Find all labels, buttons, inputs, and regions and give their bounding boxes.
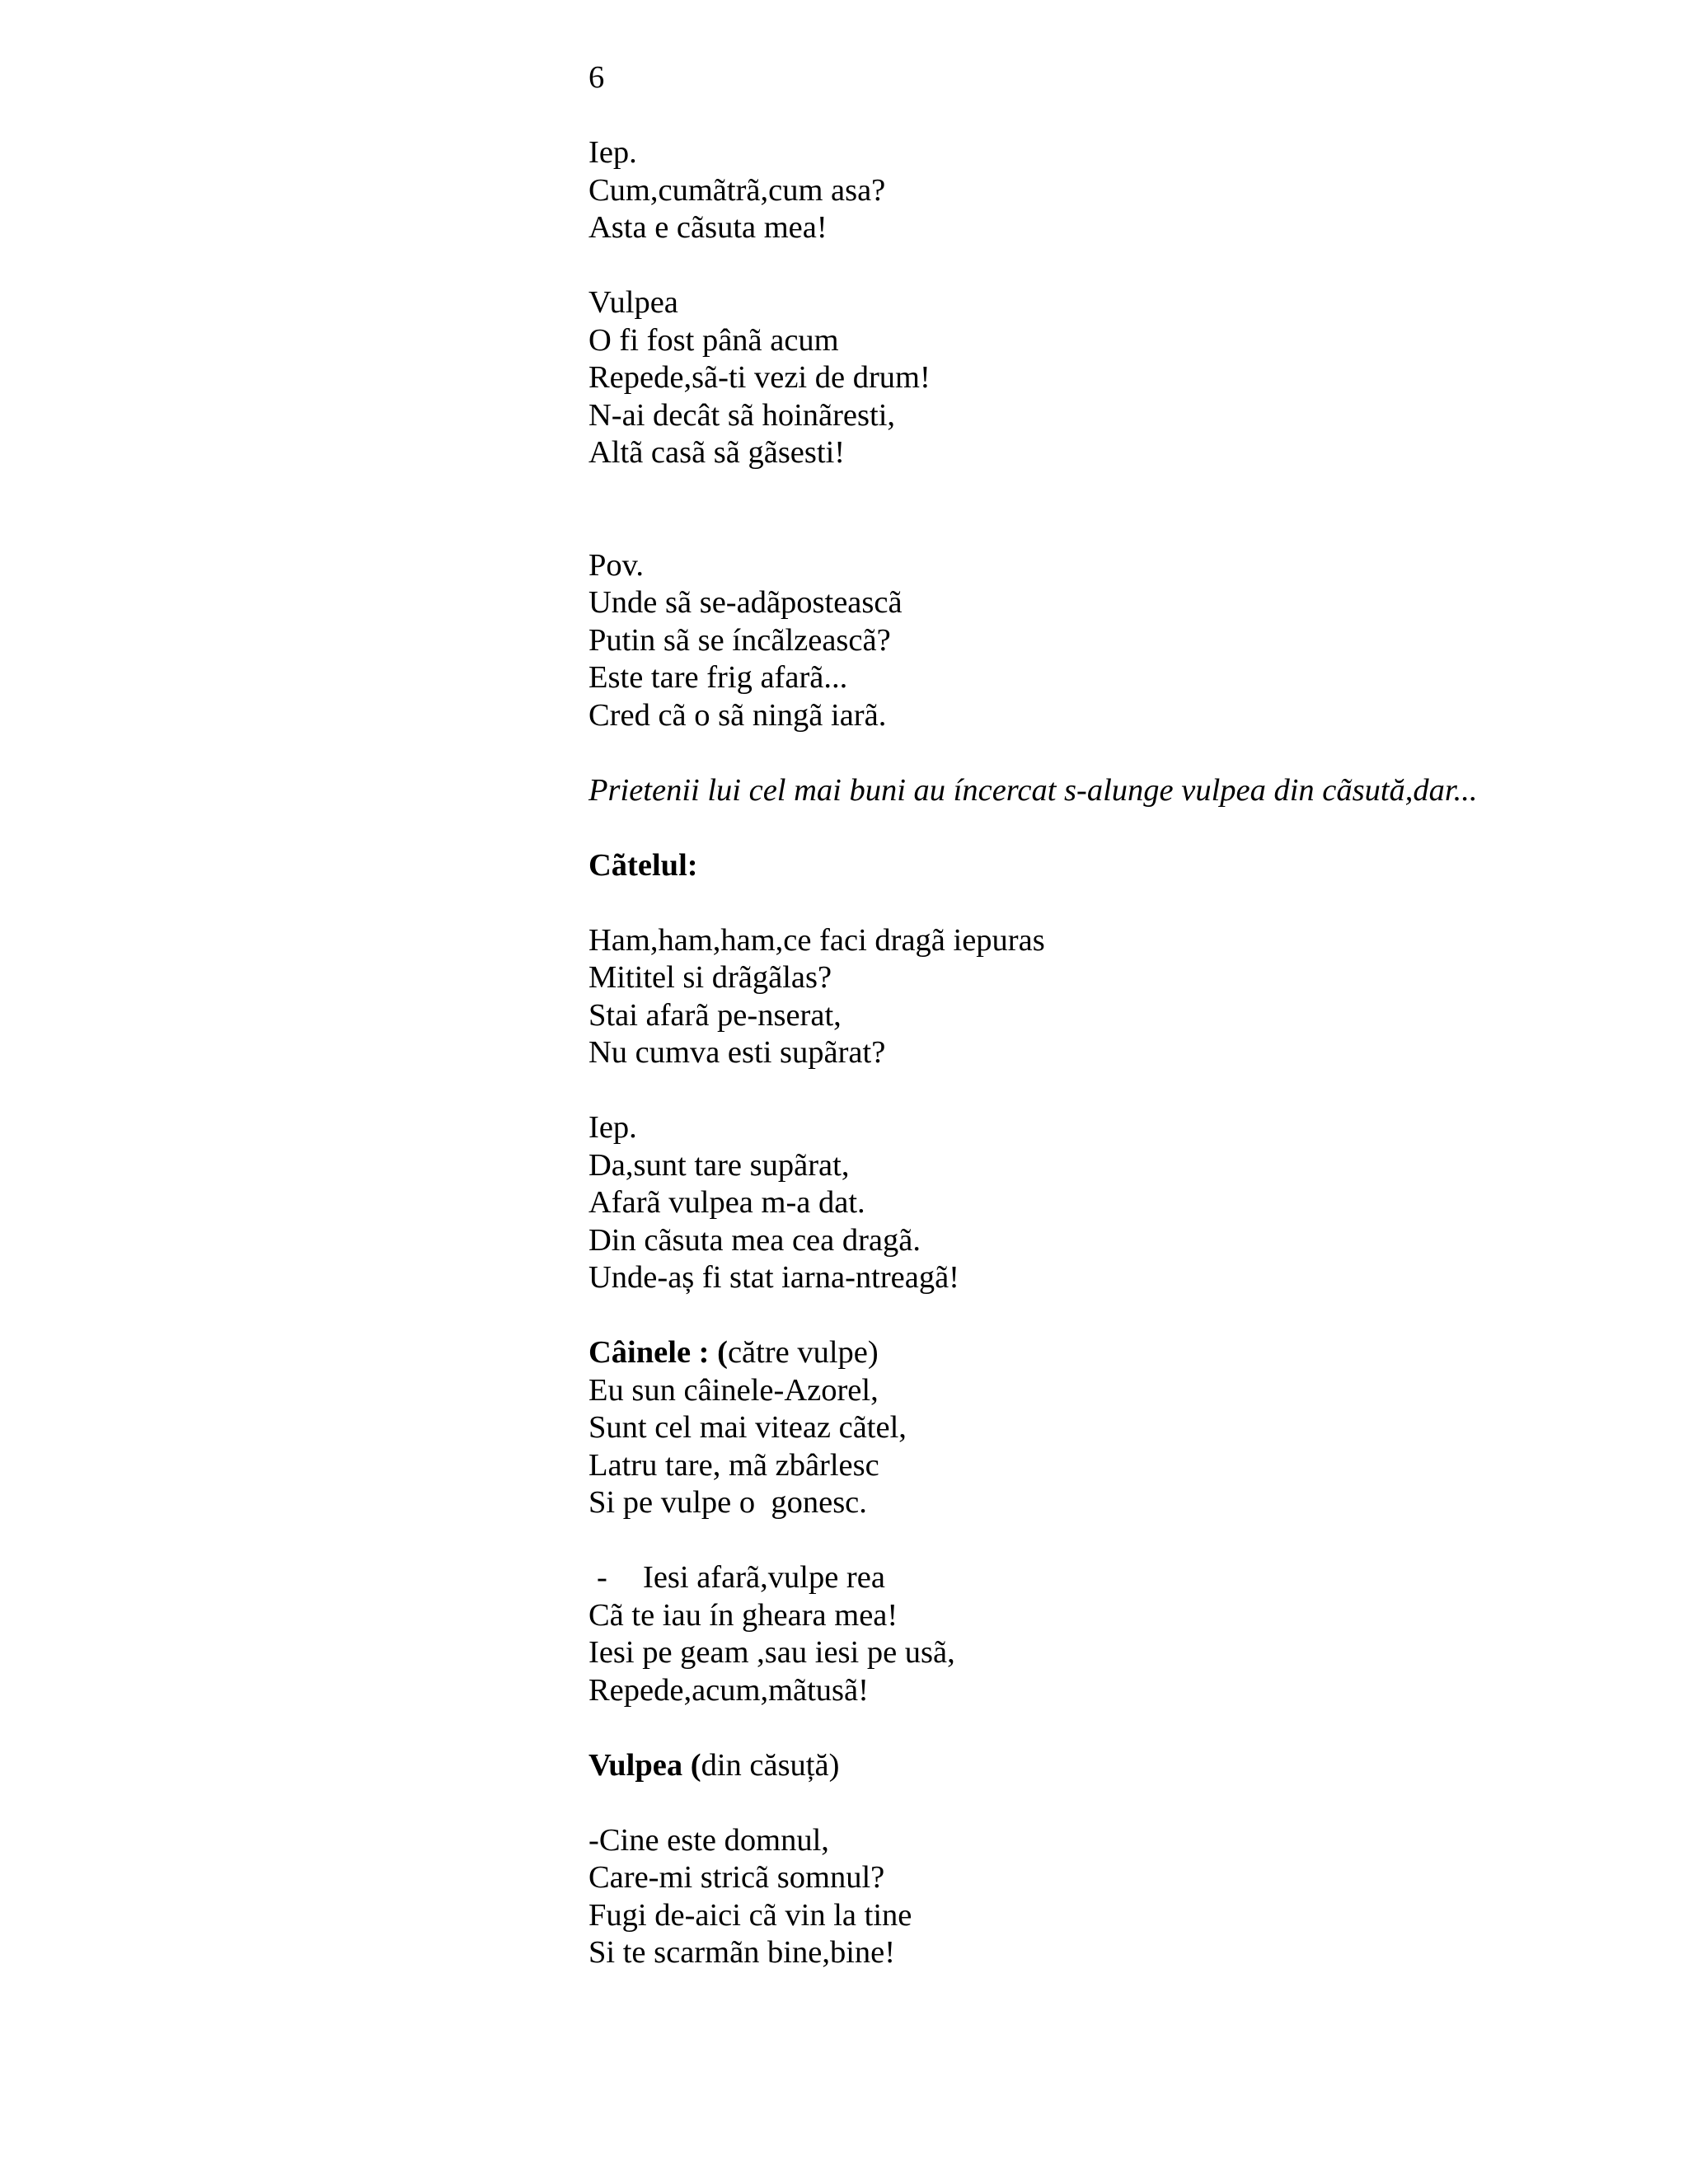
spacer (588, 734, 1676, 772)
spacer (588, 1784, 1676, 1822)
stage-direction: din căsuță) (701, 1747, 840, 1783)
verse-line: Cum,cumãtrã,cum asa? (588, 172, 886, 208)
spacer (588, 247, 1676, 285)
verse-line: Repede,acum,mãtusã! (588, 1672, 869, 1708)
verse-line: Care-mi stricã somnul? (588, 1860, 885, 1895)
dialogue-block-vulpea-2 (588, 1747, 1676, 1972)
verse-line: Stai afarã pe-nserat, (588, 997, 842, 1033)
verse-line: Da,sunt tare supãrat, (588, 1147, 850, 1183)
dialogue-block-pov (588, 547, 1676, 735)
dialogue-block-cainele (588, 1334, 1676, 1522)
dialogue-block-vulpea-1 (588, 284, 1676, 472)
dash-marker: - (597, 1560, 607, 1595)
verse-line: Iesi pe geam ,sau iesi pe usã, (588, 1635, 955, 1670)
verse-line: Repede,sã-ti vezi de drum! (588, 360, 931, 395)
verse-line: -Cine este domnul, (588, 1822, 829, 1858)
page-number: 6 (588, 60, 605, 95)
speaker-heading: Cãtelul: (588, 847, 698, 883)
verse-line: Fugi de-aici cã vin la tine (588, 1897, 912, 1933)
verse-line: Putin sã se íncãlzeascã? (588, 622, 891, 658)
verse-line: Latru tare, mã zbârlesc (588, 1447, 879, 1483)
dialogue-block-catelul (588, 847, 1676, 1072)
verse-line: Altã casã sã gãsesti! (588, 435, 846, 470)
verse-line: Nu cumva esti supãrat? (588, 1035, 886, 1070)
speaker-heading-line (588, 1334, 1676, 1372)
narration-line: Prietenii lui cel mai buni au íncercat s-alunge vulpea din cãsută,dar... (588, 772, 1478, 808)
speaker-label: Iep. (588, 1110, 637, 1145)
verse-line: Cred cã o sã ningã iarã. (588, 697, 887, 733)
speaker-label: Pov. (588, 547, 645, 583)
verse-line: Eu sun câinele-Azorel, (588, 1372, 879, 1408)
dialogue-block-iep-2 (588, 1109, 1676, 1297)
speaker-heading: Câinele : ( (588, 1335, 728, 1370)
verse-text: Iesi afarã,vulpe rea (643, 1560, 885, 1595)
dashed-verse-line (588, 1559, 1676, 1597)
spacer (588, 1072, 1676, 1110)
verse-line: Este tare frig afarã... (588, 660, 848, 695)
dialogue-block-iep-1 (588, 134, 1676, 247)
spacer (588, 1522, 1676, 1560)
verse-line: Unde sã se-adãposteascã (588, 585, 903, 620)
verse-line: Mititel si drãgãlas? (588, 960, 832, 995)
verse-line: N-ai decât sã hoinãresti, (588, 397, 896, 433)
verse-line: Afarã vulpea m-a dat. (588, 1185, 865, 1220)
stage-direction: către vulpe) (727, 1335, 879, 1370)
verse-line: Din cãsuta mea cea dragã. (588, 1222, 921, 1258)
speaker-heading: Vulpea ( (588, 1747, 701, 1783)
verse-line: Sunt cel mai viteaz cãtel, (588, 1410, 907, 1445)
page-content (588, 59, 1676, 1972)
verse-line: Unde-aș fi stat iarna-ntreagã! (588, 1260, 960, 1295)
spacer (588, 1297, 1676, 1335)
verse-line: Ham,ham,ham,ce faci dragã iepuras (588, 922, 1045, 958)
speaker-label: Iep. (588, 135, 637, 170)
verse-line: Si te scarmãn bine,bine! (588, 1935, 896, 1970)
spacer (588, 472, 1676, 547)
verse-line: O fi fost pânã acum (588, 322, 839, 358)
speaker-label: Vulpea (588, 285, 678, 320)
spacer (588, 1709, 1676, 1747)
spacer (588, 809, 1676, 847)
dialogue-block-cainele-cont (588, 1559, 1676, 1709)
spacer (588, 884, 1676, 922)
verse-line: Cã te iau ín gheara mea! (588, 1597, 898, 1633)
speaker-heading-line (588, 1747, 1676, 1785)
verse-line: Si pe vulpe o gonesc. (588, 1485, 867, 1520)
verse-line: Asta e cãsuta mea! (588, 210, 828, 245)
